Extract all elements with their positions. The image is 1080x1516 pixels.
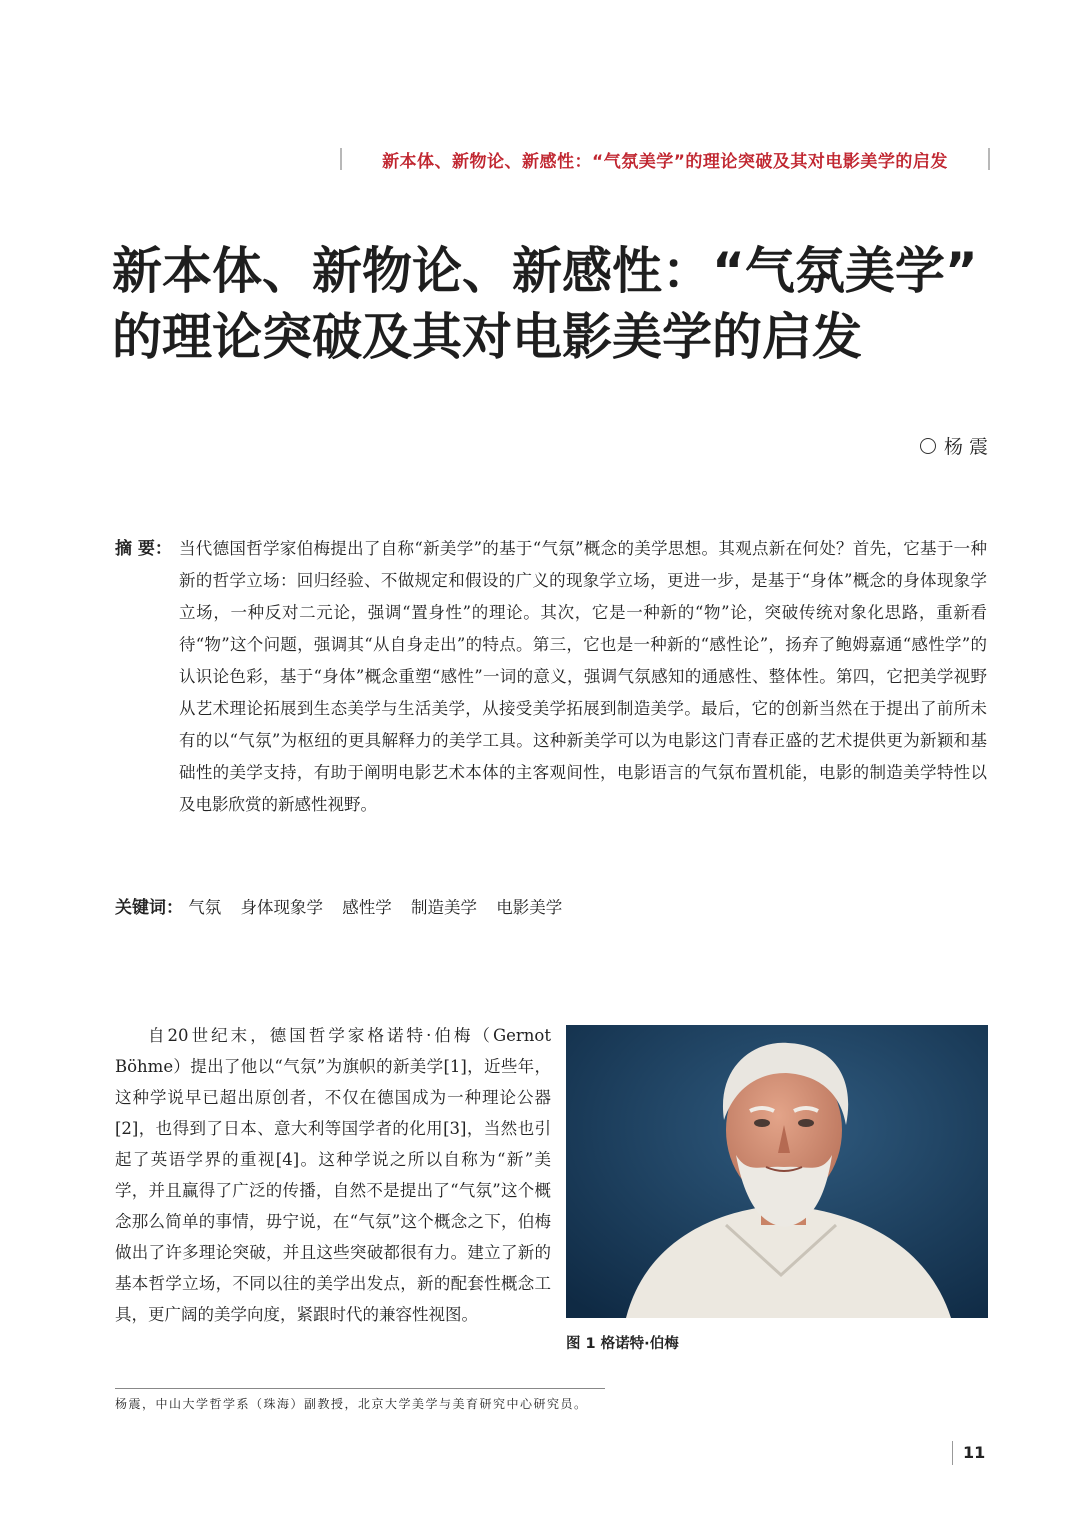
- keyword-item: 身体现象学: [240, 898, 323, 917]
- portrait-photo: [566, 1025, 988, 1318]
- title-line-2: 的理论突破及其对电影美学的启发: [112, 308, 862, 366]
- intro-paragraph: 自20世纪末，德国哲学家格诺特·伯梅（Gernot Böhme）提出了他以“气氛”为旗帜的新美学[1]，近些年，这种学说早已超出原创者，不仅在德国成为一种理论公器[2]，也得到了日本、意大利等国学者的化用[3]，当然也引起了英语学界的重视[4]。这种学说之所以自称为“新”美学，并且赢得了广泛的传播，自然不是提出了“气氛”这个概念那么简单的事情，毋宁说，在“气氛”这个概念之下，伯梅做出了许多理论突破，并且这些突破都很有力。建立了新的基本哲学立场，不同以往的美学出发点，新的配套性概念工具，更广阔的美学向度，紧跟时代的兼容性视图。: [115, 1026, 551, 1324]
- footnote: 杨震，中山大学哲学系（珠海）副教授，北京大学美学与美育研究中心研究员。: [115, 1397, 588, 1411]
- keywords-label: 关键词：: [115, 898, 183, 918]
- running-header-text: 新本体、新物论、新感性：“气氛美学”的理论突破及其对电影美学的启发: [382, 151, 948, 172]
- article-title: [112, 238, 1002, 370]
- footnote-divider: [115, 1388, 605, 1389]
- author-circle-icon: [920, 438, 936, 454]
- author-name: 杨 震: [943, 436, 988, 458]
- keyword-item: 气氛: [188, 898, 222, 917]
- abstract: [115, 533, 987, 821]
- abstract-text: 当代德国哲学家伯梅提出了自称“新美学”的基于“气氛”概念的美学思想。其观点新在何处？首先，它基于一种新的哲学立场：回归经验、不做规定和假设的广义的现象学立场，更进一步，是基于“身体”概念的身体现象学立场，一种反对二元论，强调“置身性”的理论。其次，它是一种新的“物”论，突破传统对象化思路，重新看待“物”这个问题，强调其“从自身走出”的特点。第三，它也是一种新的“感性论”，扬弃了鲍姆嘉通“感性学”的认识论色彩，基于“身体”概念重塑“感性”一词的意义，强调气氛感知的通感性、整体性。第四，它把美学视野从艺术理论拓展到生态美学与生活美学，从接受美学拓展到制造美学。最后，它的创新当然在于提出了前所未有的以“气氛”为枢纽的更具解释力的美学工具。这种新美学可以为电影这门青春正盛的艺术提供更为新颖和基础性的美学支持，有助于阐明电影艺术本体的主客观间性，电影语言的气氛布置机能，电影的制造美学特性以及电影欣赏的新感性视野。: [179, 539, 987, 814]
- author: [920, 432, 988, 459]
- title-line-1: 新本体、新物论、新感性：“气氛美学”: [112, 242, 978, 300]
- page-number: 11: [952, 1441, 985, 1465]
- figure-caption: 图 1 格诺特·伯梅: [566, 1336, 679, 1352]
- abstract-label: 摘 要：: [115, 539, 172, 559]
- header-left-bar: [340, 148, 342, 170]
- keyword-item: 制造美学: [411, 898, 477, 917]
- portrait-illustration: [566, 1025, 988, 1318]
- keyword-item: 感性学: [342, 898, 392, 917]
- running-header: [340, 144, 990, 174]
- header-right-bar: [988, 148, 990, 170]
- keyword-item: 电影美学: [496, 898, 563, 917]
- keywords: [115, 893, 576, 918]
